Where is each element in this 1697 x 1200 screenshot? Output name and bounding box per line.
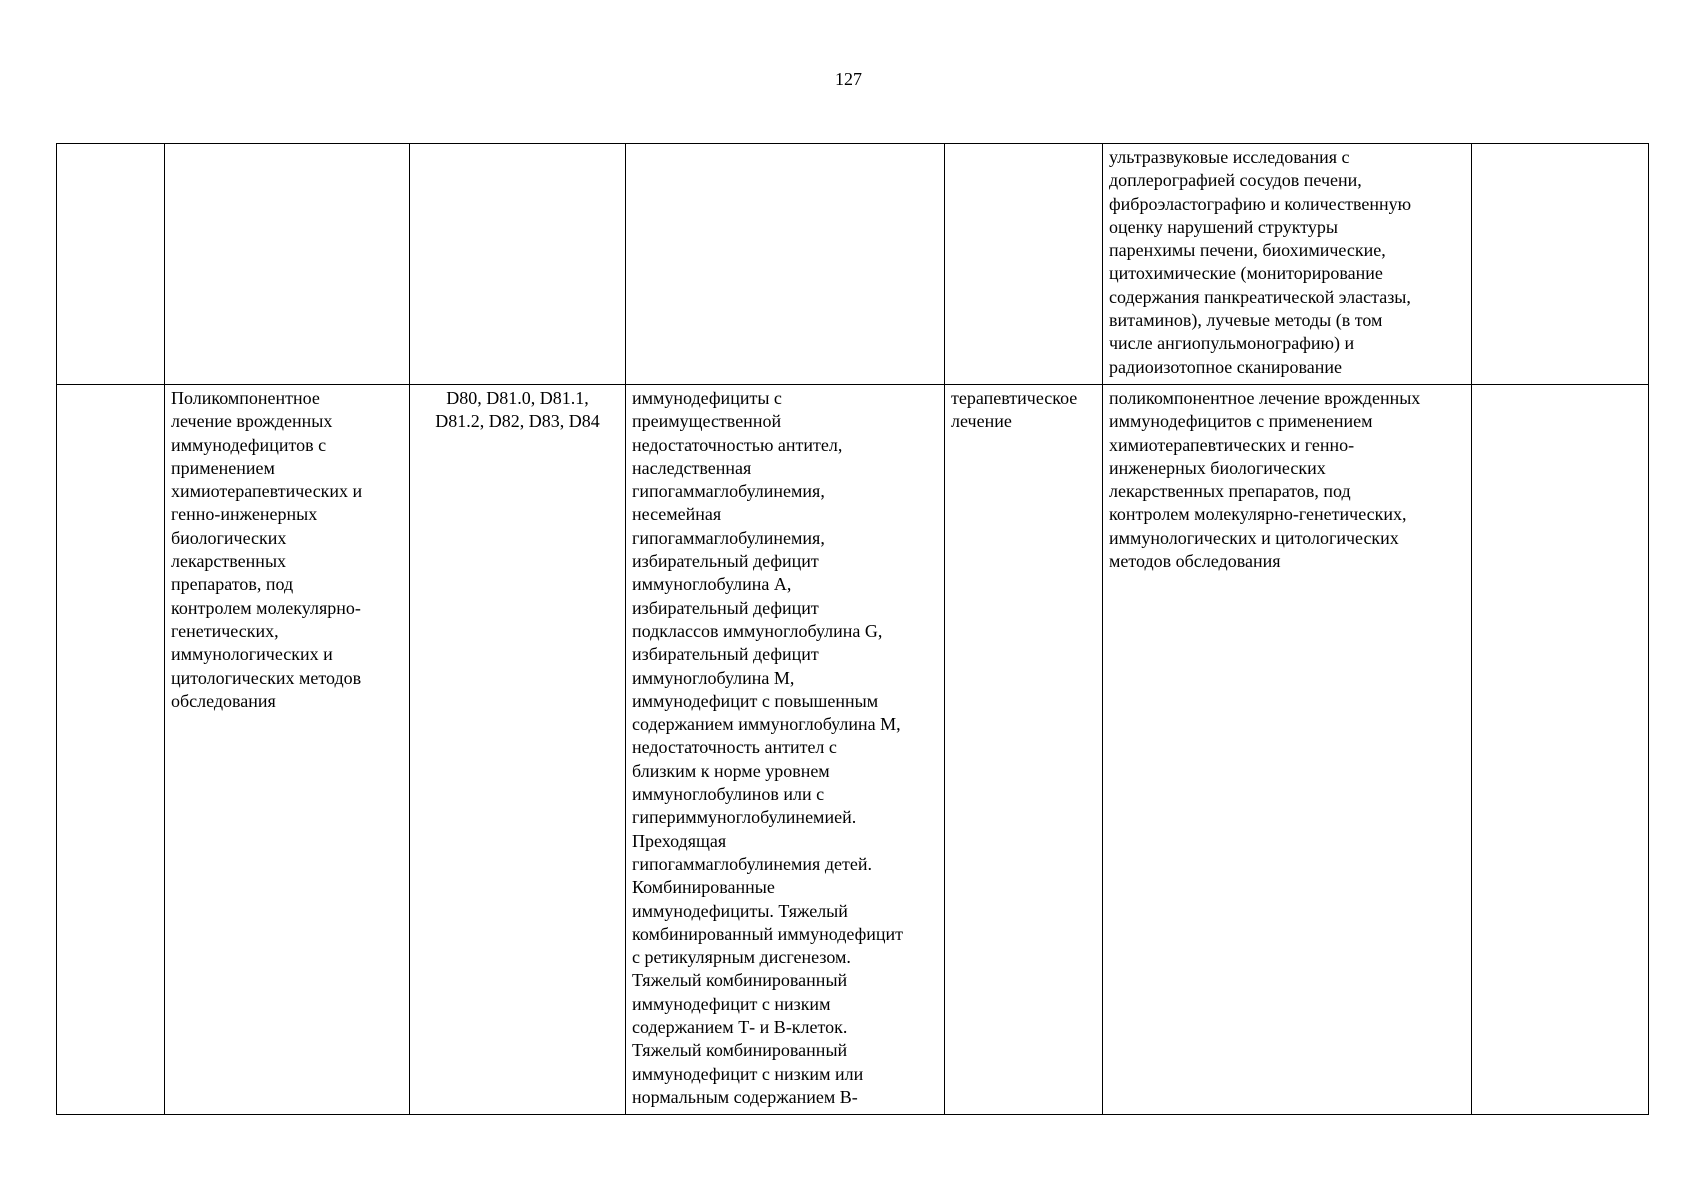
cell-treatment-method: поликомпонентное лечение врожденных иммунодефицитов с применением химиотерапевтических и генно- инженерных биологических лекарственных препаратов, под контролем молекулярно-генетических, иммунологических и цитологических методов обследования <box>1103 385 1472 1115</box>
table-row <box>57 385 1649 1115</box>
cell-number <box>57 144 165 385</box>
cell-cost <box>1472 144 1649 385</box>
table-row <box>57 144 1649 385</box>
cell-cost <box>1472 385 1649 1115</box>
cell-method-name: Поликомпонентное лечение врожденных иммунодефицитов с применением химиотерапевтических и генно-инженерных биологических лекарственных препаратов, под контролем молекулярно- генетических, иммунологических и цитологических методов обследования <box>165 385 410 1115</box>
cell-icd-codes <box>410 144 626 385</box>
cell-treatment-type <box>945 144 1103 385</box>
cell-treatment-type: терапевтическое лечение <box>945 385 1103 1115</box>
cell-method-name <box>165 144 410 385</box>
medical-care-table <box>56 143 1649 1115</box>
cell-patient-model: иммунодефициты с преимущественной недостаточностью антител, наследственная гипогаммаглобулинемия, несемейная гипогаммаглобулинемия, избирательный дефицит иммуноглобулина А, избирательный дефицит подклассов иммуноглобулина G, избирательный дефицит иммуноглобулина М, иммунодефицит с повышенным содержанием иммуноглобулина М, недостаточность антител с близким к норме уровнем иммуноглобулинов или с гипериммуноглобулинемией. Преходящая гипогаммаглобулинемия детей. Комбинированные иммунодефициты. Тяжелый комбинированный иммунодефицит с ретикулярным дисгенезом. Тяжелый комбинированный иммунодефицит с низким содержанием Т- и В-клеток. Тяжелый комбинированный иммунодефицит с низким или нормальным содержанием В- <box>626 385 945 1115</box>
cell-patient-model <box>626 144 945 385</box>
page-number: 127 <box>835 69 862 89</box>
cell-treatment-method: ультразвуковые исследования с доплерографией сосудов печени, фиброэластографию и количественную оценку нарушений структуры паренхимы печени, биохимические, цитохимические (мониторирование содержания панкреатической эластазы, витаминов), лучевые методы (в том числе ангиопульмонографию) и радиоизотопное сканирование <box>1103 144 1472 385</box>
cell-number <box>57 385 165 1115</box>
cell-icd-codes: D80, D81.0, D81.1, D81.2, D82, D83, D84 <box>410 385 626 1115</box>
